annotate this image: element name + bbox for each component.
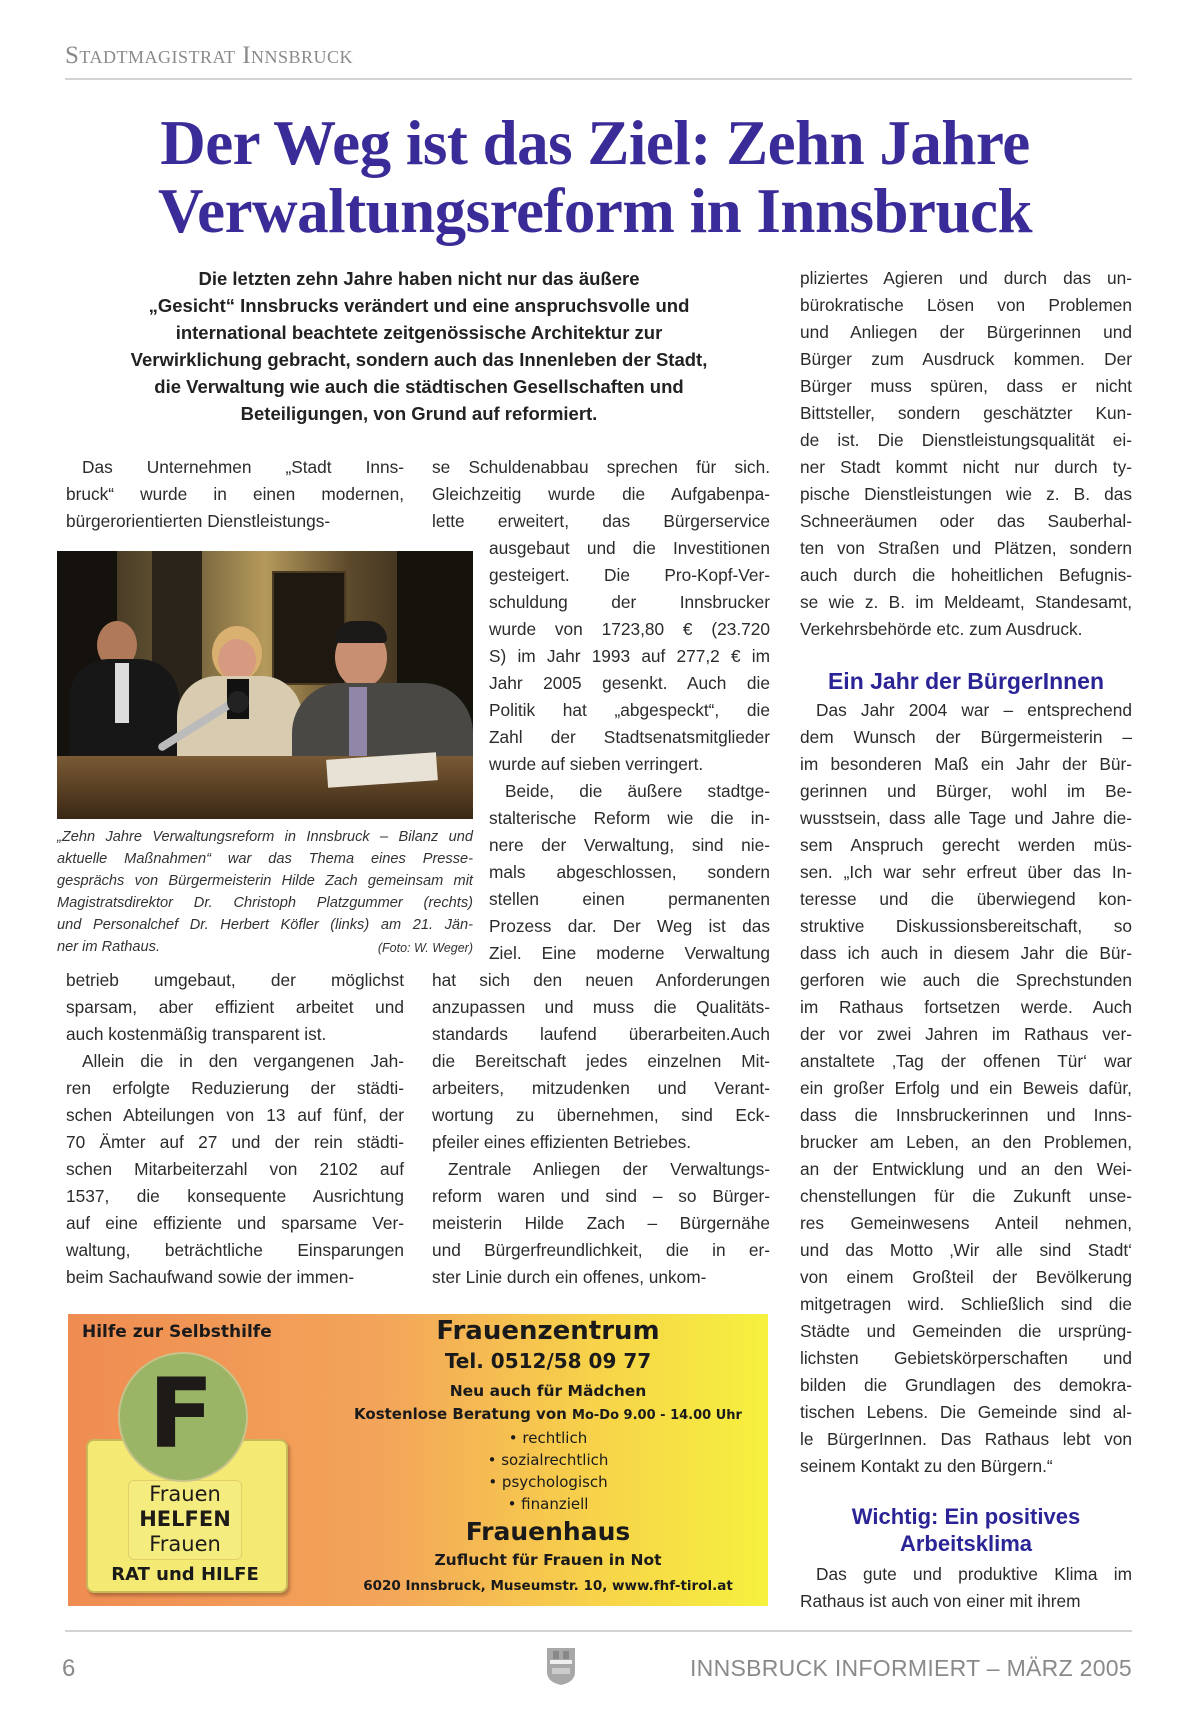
body-text-line: gerinnen und Bürger, wohl im Be- [800, 781, 1132, 801]
lead-line: Verwirklichung gebracht, sondern auch das Innenleben der Stadt, [130, 349, 708, 370]
ad-hours: Mo-Do 9.00 - 14.00 Uhr [572, 1408, 742, 1423]
lead-line: Beteiligungen, von Grund auf reformiert. [240, 403, 598, 424]
body-text-line: stellen einen permanenten [489, 889, 770, 909]
body-text-line: Das Unternehmen „Stadt Inns- [82, 457, 404, 477]
body-text-line: sparsam, aber effizient arbeitet und [66, 997, 404, 1017]
body-text-line: Das Jahr 2004 war – entsprechend [816, 700, 1132, 720]
body-text-line: 1537, die konsequente Ausrichtung [66, 1186, 404, 1206]
photo-credit: (Foto: W. Weger) [377, 941, 473, 955]
body-text-line: wusstsein, dass alle Tage und Jahre die- [800, 808, 1132, 828]
footer-rule [65, 1630, 1132, 1632]
body-text-line: im Rathaus fortsetzen werde. Auch [800, 997, 1132, 1017]
body-text-line: dass ich auch in diesem Jahr die Bür- [800, 943, 1132, 963]
body-text-line: pische Dienstleistungen wie z. B. das [800, 484, 1132, 504]
ad-frauenzentrum: Frauenzentrum [436, 1316, 660, 1346]
body-text-line: bürokratische Lösen von Problemen [800, 295, 1132, 315]
caption-line: gesprächs von Bürgermeisterin Hilde Zach gemeinsam mit [57, 873, 473, 889]
caption-line: Magistratsdirektor Dr. Christoph Platzgummer (rechts) [57, 895, 473, 911]
body-text-line: auch kostenmäßig transparent ist. [66, 1024, 327, 1044]
body-text-line: Politik hat „abgespeckt“, die [489, 700, 770, 720]
subheading-arbeitsklima-line-2: Arbeitsklima [899, 1531, 1033, 1556]
body-text-line: schen Abteilungen von 13 auf fünf, der [66, 1105, 404, 1125]
caption-line: ner im Rathaus. [57, 939, 161, 955]
body-text-line: se Schuldenabbau sprechen für sich. [432, 457, 770, 477]
body-text-line: auf eine effiziente und sparsame Ver- [66, 1213, 404, 1233]
body-text-line: Städte und Gemeinden die ursprüng- [800, 1321, 1132, 1341]
body-text-line: wortung zu übernehmen, sind Eck- [432, 1105, 770, 1125]
body-text-line: im besonderen Maß ein Jahr der Bür- [800, 754, 1132, 774]
body-text-line: bürgerorientierten Dienstleistungs- [66, 511, 331, 531]
body-text-line: anstaltete ‚Tag der offenen Tür‘ war [800, 1051, 1132, 1071]
body-text-line: mals abgeschlossen, sondern [489, 862, 770, 882]
body-text-line: wurde auf sieben verringert. [489, 754, 704, 774]
body-text-line: ster Linie durch ein offenes, unkom- [432, 1267, 707, 1287]
body-text-line: waltung, beträchtliche Einsparungen [66, 1240, 404, 1260]
body-text-line: Das gute und produktive Klima im [816, 1564, 1132, 1584]
body-text-line: Zahl der Stadtsenatsmitglieder [489, 727, 770, 747]
body-text-line: die Bereitschaft jedes einzelnen Mit- [432, 1051, 770, 1071]
body-text-line: und Bürgerfreundlichkeit, die in er- [432, 1240, 770, 1260]
body-text-line: chenstellungen für die Zukunft unse- [800, 1186, 1132, 1206]
caption-line: „Zehn Jahre Verwaltungsreform in Innsbruck – Bilanz und [57, 829, 473, 845]
headline-line-2: Verwaltungsreform in Innsbruck [157, 176, 1033, 246]
body-text-line: bruck“ wurde in einen modernen, [66, 484, 404, 504]
body-text-line: auch durch die hoheitlichen Befugnis- [800, 565, 1132, 585]
body-text-line: von einem Großteil der Bevölkerung [800, 1267, 1132, 1287]
body-text-line: wurde von 1723,80 € (23.720 [489, 619, 770, 639]
body-text-line: Allein die in den vergangenen Jah- [82, 1051, 404, 1071]
lead-line: „Gesicht“ Innsbrucks verändert und eine anspruchsvolle und [148, 295, 690, 316]
body-text-line: Schneeräumen oder das Sauberhal- [800, 511, 1132, 531]
ad-phone: Tel. 0512/58 09 77 [444, 1349, 652, 1373]
running-head: Stadtmagistrat Innsbruck [65, 42, 354, 69]
city-coat-of-arms-icon [546, 1644, 576, 1686]
header-rule [65, 78, 1132, 80]
body-text-line: sen. „Ich war sehr erfreut über das In- [800, 862, 1132, 882]
body-text-line: stalterische Reform wie die in- [489, 808, 770, 828]
publication-issue: INNSBRUCK INFORMIERT – MÄRZ 2005 [689, 1655, 1132, 1681]
ad-consult: Kostenlose Beratung von [354, 1405, 567, 1423]
body-text-line: gerforen wie auch die Sprechstunden [800, 970, 1132, 990]
body-text-line: brucker am Leben, an den Problemen, [800, 1132, 1132, 1152]
body-text-line: der vor zwei Jahren im Rathaus ver- [800, 1024, 1132, 1044]
body-text-line: mitgetragen wird. Schließlich sind die [800, 1294, 1132, 1314]
lead-line: international beachtete zeitgenössische Architektur zur [175, 322, 663, 343]
body-text-line: S) im Jahr 1993 auf 277,2 € im [489, 646, 770, 666]
body-text-line: dass die Innsbruckerinnen und Inns- [800, 1105, 1132, 1125]
body-text-line: anzupassen und muss die Qualitäts- [432, 997, 770, 1017]
body-text-line: le BürgerInnen. Das Rathaus lebt von [800, 1429, 1132, 1449]
caption-line: aktuelle Maßnahmen“ war das Thema eines Presse- [57, 851, 473, 867]
press-conference-photo [57, 551, 473, 819]
body-text-line: und das Motto ‚Wir alle sind Stadt‘ [800, 1240, 1132, 1260]
frauenzentrum-advertisement [68, 1314, 768, 1606]
body-text-line: Gleichzeitig wurde die Aufgabenpa- [432, 484, 770, 504]
ad-frauenhaus-subtitle: Zuflucht für Frauen in Not [434, 1551, 662, 1569]
body-text-line: Bürger muss spüren, dass er nicht [800, 376, 1132, 396]
body-text-line: pfeiler eines effizienten Betriebes. [432, 1132, 692, 1152]
body-text-line: 70 Ämter auf 27 und der rein städti- [66, 1132, 404, 1152]
body-text-line: hat sich den neuen Anforderungen [432, 970, 770, 990]
ad-logo-line: Frauen [149, 1482, 221, 1506]
ad-frauenhaus: Frauenhaus [465, 1517, 631, 1546]
body-text-line: lette erweitert, das Bürgerservice [432, 511, 770, 531]
body-text-line: bilden die Grundlagen des demokra- [800, 1375, 1132, 1395]
body-text-line: struktive Diskussionsbereitschaft, so [800, 916, 1132, 936]
body-text-line: dem Wunsch der Bürgermeisterin – [800, 727, 1132, 747]
body-text-line: ner Stadt kommt nicht nur durch ty- [800, 457, 1132, 477]
body-text-line: ausgebaut und die Investitionen [489, 538, 770, 558]
body-text-line: pliziertes Agieren und durch das un- [800, 268, 1132, 288]
page-number: 6 [62, 1655, 76, 1682]
body-text-line: schen Mitarbeiterzahl von 2102 auf [66, 1159, 404, 1179]
headline-line-1: Der Weg ist das Ziel: Zehn Jahre [160, 108, 1030, 178]
ad-service: • sozialrechtlich [487, 1451, 609, 1469]
body-text-line: res Gemeinwesens Anteil nehmen, [800, 1213, 1132, 1233]
body-text-line: Bürger zum Ausdruck kommen. Der [800, 349, 1132, 369]
body-text-line: Verkehrsbehörde etc. zum Ausdruck. [800, 619, 1083, 639]
body-text-line: beim Sachaufwand sowie der immen- [66, 1267, 355, 1287]
ad-logo-line: Frauen [149, 1532, 221, 1556]
body-text-line: Ziel. Eine moderne Verwaltung [489, 943, 770, 963]
ad-tagline: Hilfe zur Selbsthilfe [82, 1322, 272, 1342]
body-text-line: meisterin Hilde Zach – Bürgernähe [432, 1213, 770, 1233]
ad-service: • finanziell [507, 1495, 589, 1513]
body-text-line: ten von Straßen und Plätzen, sondern [800, 538, 1132, 558]
caption-line: und Personalchef Dr. Herbert Köfler (links) am 21. Jän- [57, 917, 473, 933]
body-text-line: tischen Lebens. Die Gemeinde sind al- [800, 1402, 1132, 1422]
body-text-line: betrieb umgebaut, der möglichst [66, 970, 404, 990]
body-text-line: Beide, die äußere stadtge- [505, 781, 770, 801]
ad-logo-letter: F [148, 1358, 214, 1470]
body-text-line: Rathaus ist auch von einer mit ihrem [800, 1591, 1081, 1611]
lead-line: Die letzten zehn Jahre haben nicht nur das äußere [198, 268, 640, 289]
ad-new-for-girls: Neu auch für Mädchen [449, 1382, 647, 1400]
ad-logo-line: HELFEN [139, 1507, 231, 1531]
body-text-line: ein großer Erfolg und ein Beweis dafür, [800, 1078, 1132, 1098]
body-text-line: de ist. Die Dienstleistungsqualität ei- [800, 430, 1132, 450]
body-text-line: Bittsteller, sondern geschätzter Kun- [800, 403, 1132, 423]
body-text-line: Jahr 2005 gesenkt. Auch die [489, 673, 770, 693]
body-text-line: an der Entwicklung und an den Wei- [800, 1159, 1132, 1179]
body-text-line: Zentrale Anliegen der Verwaltungs- [448, 1159, 770, 1179]
ad-service: • psychologisch [488, 1473, 608, 1491]
body-text-line: standards laufend überarbeiten.Auch [432, 1024, 770, 1044]
ad-service: • rechtlich [508, 1429, 588, 1447]
body-text-line: nere der Verwaltung, sind nie- [489, 835, 770, 855]
body-text-line: teresse und die überwiegend kon- [800, 889, 1132, 909]
ad-rat-und-hilfe: RAT und HILFE [111, 1564, 259, 1585]
body-text-line: gesteigert. Die Pro-Kopf-Ver- [489, 565, 770, 585]
body-text-line: ren erfolgte Reduzierung der städti- [66, 1078, 404, 1098]
body-text-line: sem Anspruch gerecht werden müs- [800, 835, 1132, 855]
body-text-line: reform waren und sind – so Bürger- [432, 1186, 770, 1206]
body-text-line: arbeiters, mitzudenken und Verant- [432, 1078, 770, 1098]
lead-line: die Verwaltung wie auch die städtischen Gesellschaften und [154, 376, 684, 397]
ad-address: 6020 Innsbruck, Museumstr. 10, www.fhf-tirol.at [363, 1578, 733, 1594]
body-text-line: seinem Kontakt zu den Bürgern.“ [800, 1456, 1053, 1476]
body-text-line: schuldung der Innsbrucker [489, 592, 770, 612]
subheading-ein-jahr: Ein Jahr der BürgerInnen [827, 668, 1105, 694]
body-text-line: und Anliegen der Bürgerinnen und [800, 322, 1132, 342]
subheading-arbeitsklima-line-1: Wichtig: Ein positives [851, 1504, 1081, 1529]
body-text-line: se wie z. B. im Meldeamt, Standesamt, [800, 592, 1132, 612]
body-text-line: lichsten Gebietskörperschaften und [800, 1348, 1132, 1368]
body-text-line: Prozess dar. Der Weg ist das [489, 916, 770, 936]
